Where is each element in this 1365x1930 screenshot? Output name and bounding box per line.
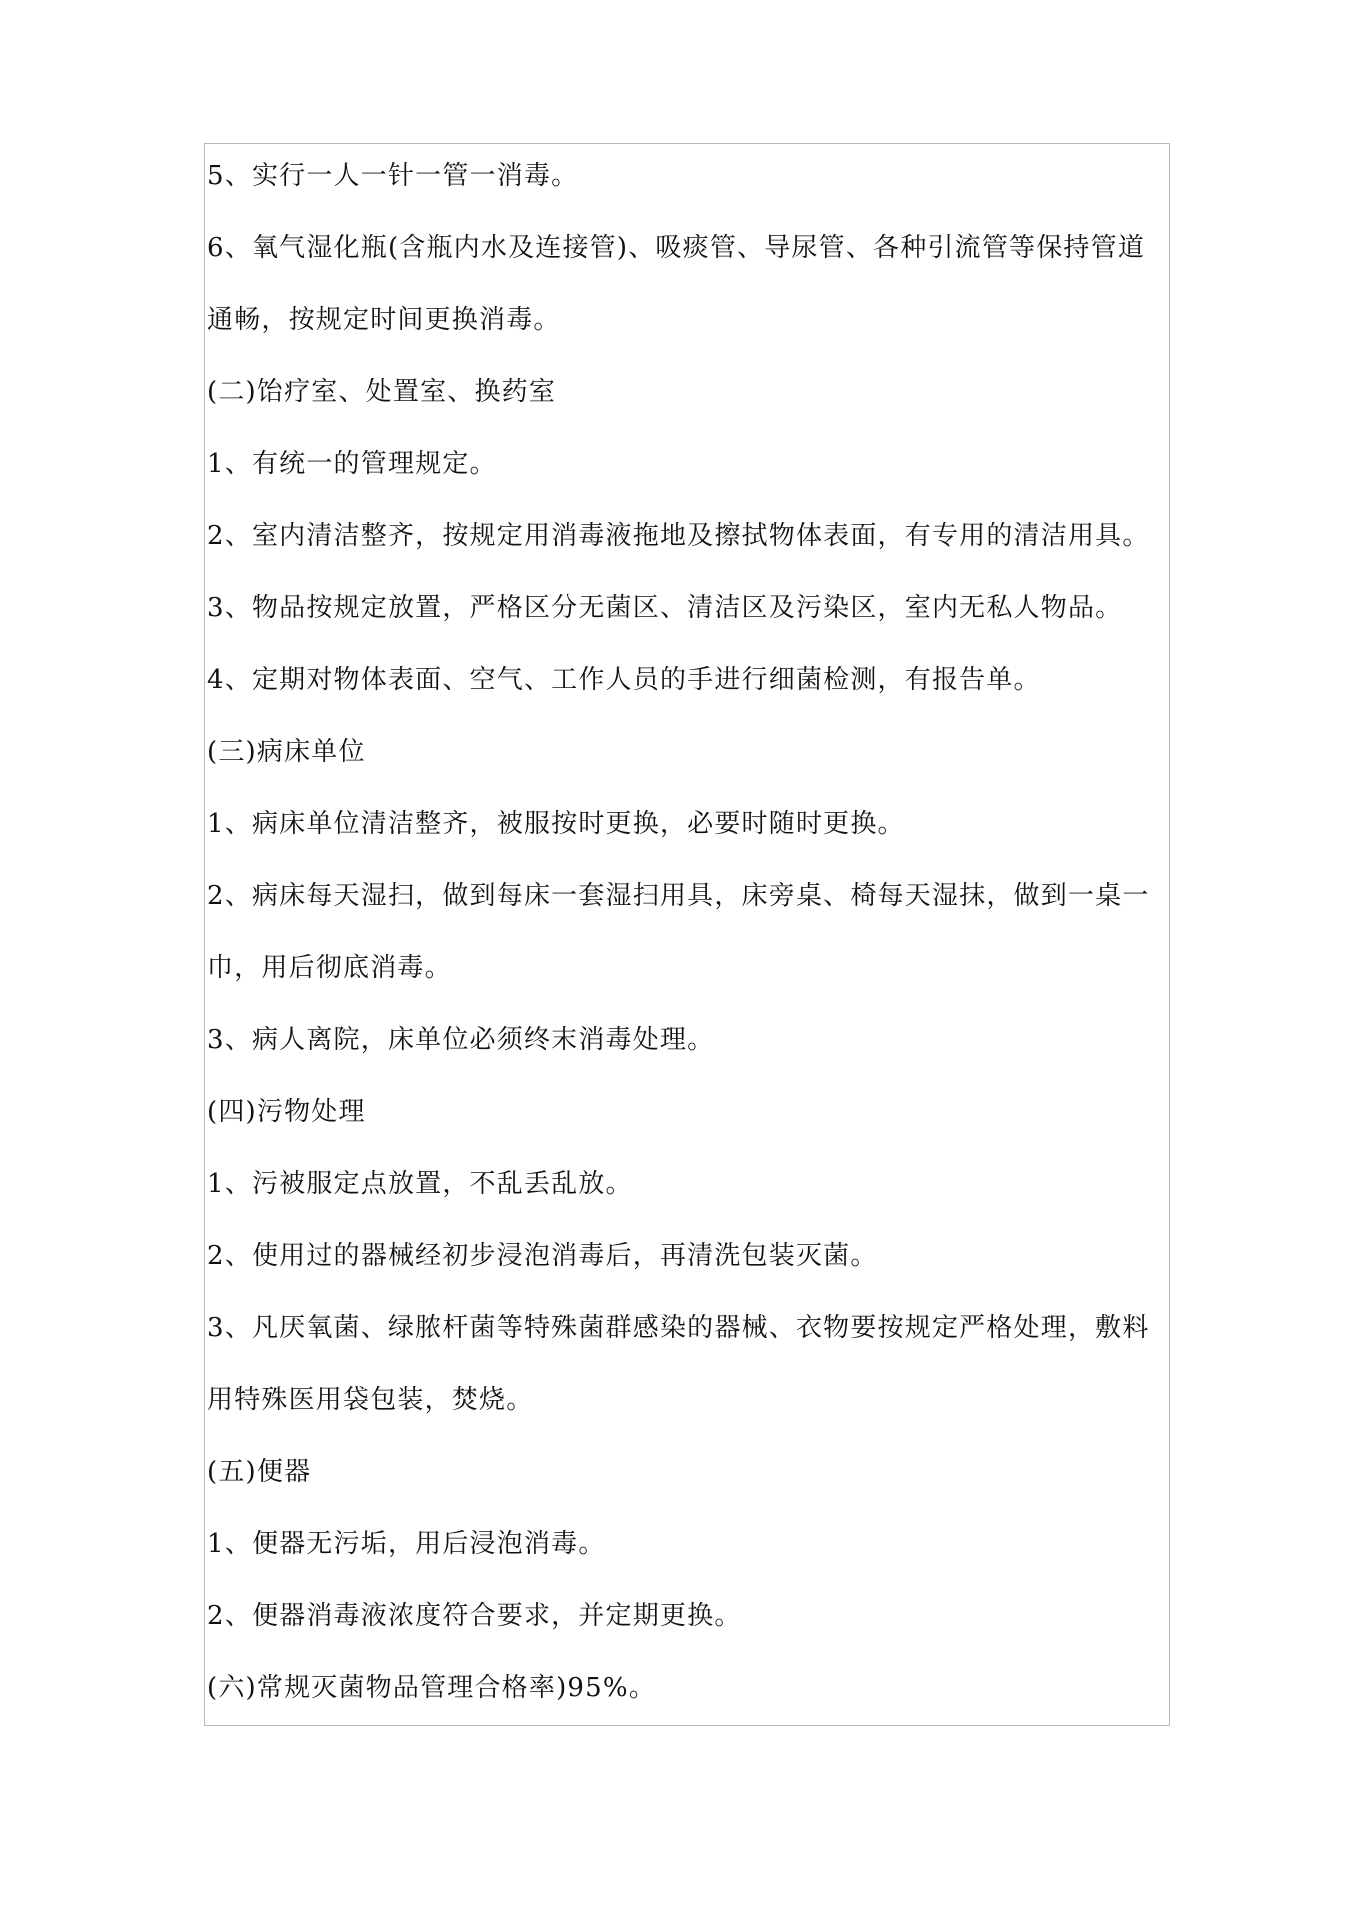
item-line: 1、污被服定点放置，不乱丢乱放。	[207, 1169, 633, 1199]
item-line: 2、便器消毒液浓度符合要求，并定期更换。	[207, 1601, 742, 1631]
item-line: 1、有统一的管理规定。	[207, 449, 497, 479]
item-line: 1、病床单位清洁整齐，被服按时更换，必要时随时更换。	[207, 809, 905, 839]
item-line: 2、病床每天湿扫，做到每床一套湿扫用具，床旁桌、椅每天湿抹，做到一桌一	[207, 881, 1150, 911]
item-line: 3、凡厌氧菌、绿脓杆菌等特殊菌群感染的器械、衣物要按规定严格处理，敷料	[207, 1313, 1150, 1343]
item-line-continuation: 通畅，按规定时间更换消毒。	[207, 305, 561, 335]
item-line: 3、病人离院，床单位必须终末消毒处理。	[207, 1025, 715, 1055]
item-line: 2、使用过的器械经初步浸泡消毒后，再清洗包装灭菌。	[207, 1241, 878, 1271]
item-line: 1、便器无污垢，用后浸泡消毒。	[207, 1529, 606, 1559]
document-body	[207, 150, 1169, 1734]
section-heading: (二)饴疗室、处置室、换药室	[207, 377, 557, 407]
item-line-continuation: 巾，用后彻底消毒。	[207, 953, 452, 983]
section-heading: (四)污物处理	[207, 1097, 366, 1127]
item-line: 2、室内清洁整齐，按规定用消毒液拖地及擦拭物体表面，有专用的清洁用具。	[207, 521, 1150, 551]
item-line: 6、氧气湿化瓶(含瓶内水及连接管)、吸痰管、导尿管、各种引流管等保持管道	[207, 233, 1146, 263]
item-line: 3、物品按规定放置，严格区分无菌区、清洁区及污染区，室内无私人物品。	[207, 593, 1123, 623]
section-heading: (五)便器	[207, 1457, 312, 1487]
section-heading: (六)常规灭菌物品管理合格率)95%。	[207, 1673, 657, 1703]
section-heading: (三)病床单位	[207, 737, 366, 767]
item-line-continuation: 用特殊医用袋包装，焚烧。	[207, 1385, 534, 1415]
item-line: 4、定期对物体表面、空气、工作人员的手进行细菌检测，有报告单。	[207, 665, 1041, 695]
item-line: 5、实行一人一针一管一消毒。	[207, 161, 579, 191]
